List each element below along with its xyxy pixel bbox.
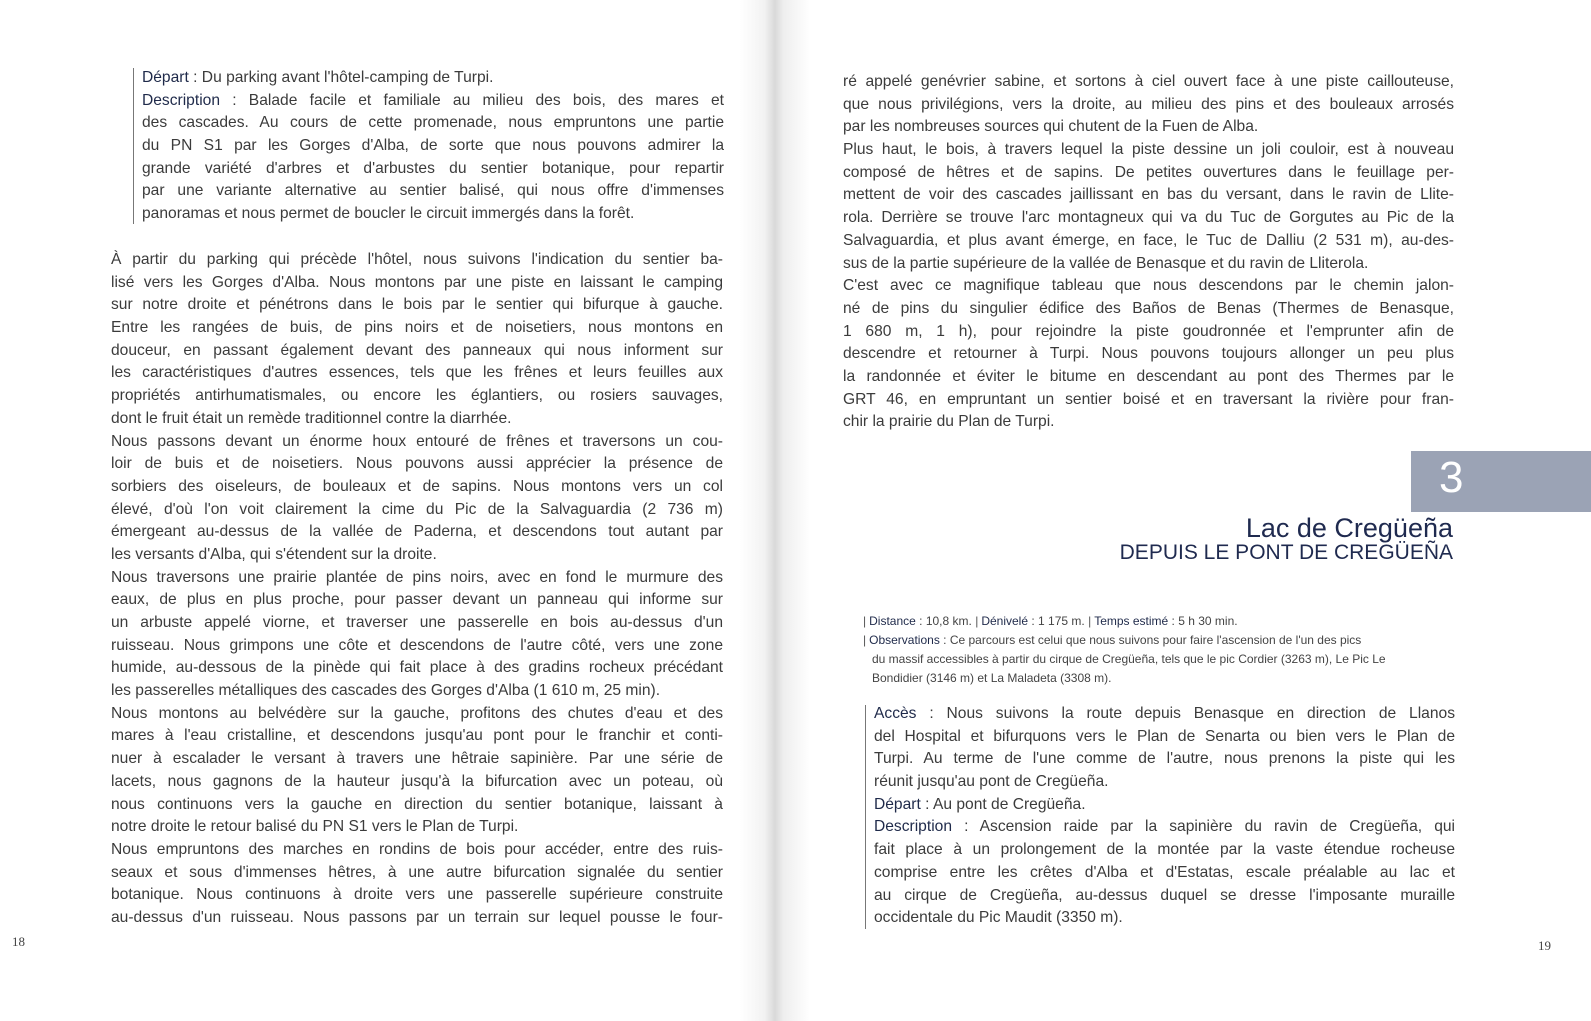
line-text: un arbuste appelé viorne, et traverser une passerelle en bois au-dessus d'un [111, 614, 723, 631]
line-text: Nous empruntons des marches en rondins de bois pour accéder, entre des ruis- [111, 840, 723, 858]
line-text: sus de la partie supérieure de la vallée de Benasque et du ravin de Lliterola. [843, 254, 1369, 272]
route-number: 3 [1439, 453, 1464, 502]
line-text: mettent de voir des cascades jaillissant en bas du versant, dans le ravin de Llite- [843, 186, 1454, 204]
text-line [111, 680, 723, 703]
left-intro-box [142, 67, 724, 226]
line-text: Plus haut, le bois, à travers lequel la piste dessine un joli couloir, est à nouveau [843, 141, 1454, 159]
route-info [863, 612, 1463, 688]
line-text: : Au pont de Cregüeña. [920, 795, 1086, 813]
text-line [874, 862, 1455, 885]
line-text: mares à l'eau cristalline, et descendons jusqu'au pont pour le franchir et conti- [111, 727, 723, 745]
line-text: chir la prairie du Plan de Turpi. [843, 413, 1055, 431]
text-line [142, 90, 724, 113]
text-line [111, 657, 723, 680]
line-text: occidentale du Pic Maudit (3350 m). [874, 909, 1123, 927]
text-line [111, 771, 723, 794]
line-text: seaux et sous d'immenses hêtres, à une autre bifurcation signalée du sentier [111, 863, 723, 881]
text-line [111, 431, 723, 454]
elevation-label: Dénivelé [981, 614, 1029, 628]
text-line [111, 385, 723, 408]
line-text: Nous montons au belvédère sur la gauche, profitons des chutes d'eau et des [111, 704, 723, 722]
line-text: douceur, en passant également devant des panneaux qui nous informent sur [111, 341, 723, 359]
text-line [111, 521, 723, 544]
text-line [843, 411, 1454, 434]
text-line [111, 340, 723, 363]
intro-box-rule [133, 68, 134, 224]
text-line [874, 839, 1455, 862]
line-text: élevé, d'où l'on voit clairement la cime du Pic de la Salvaguardia (2 736 m) [111, 500, 723, 518]
text-line [874, 794, 1455, 817]
line-text: les passerelles métalliques des cascades des Gorges d'Alba (1 610 m, 25 min). [111, 682, 661, 700]
line-text: dont le fruit était un remède traditionnel contre la diarrhée. [111, 409, 512, 427]
text-line [111, 589, 723, 612]
text-line [111, 748, 723, 771]
line-text: que nous privilégions, vers la droite, au milieu des pins et des bouleaux arrosés [843, 95, 1454, 113]
text-line [874, 748, 1455, 771]
text-line [843, 207, 1454, 230]
text-line [111, 907, 723, 930]
text-line [111, 612, 723, 635]
text-line [843, 389, 1454, 412]
text-line [111, 453, 723, 476]
text-line [111, 408, 723, 431]
line-text: lisé vers les Gorges d'Alba. Nous montons par une piste en laissant le camping [111, 273, 723, 291]
observations-label: Observations [869, 633, 940, 647]
line-text: au cirque de Cregüeña, au-dessus duquel se dresse l'imposante muraille [874, 886, 1455, 904]
text-line [874, 771, 1455, 794]
text-line [111, 362, 723, 385]
elevation-value: : 1 175 m. [1028, 614, 1085, 628]
line-text: grande variété d'arbres et d'arbustes du sentier botanique, pour repartir [142, 159, 724, 177]
route-subtitle: DEPUIS LE PONT DE CREGÜEÑA [1119, 541, 1453, 564]
text-line [111, 794, 723, 817]
line-text: nuer à escalader le versant à travers une hêtraie sapinière. Par une série de [111, 750, 723, 768]
line-text: botanique. Nous continuons à droite vers une passerelle supérieure construite [111, 886, 723, 904]
line-text: propriétés antirhumatismales, ou encore les églantiers, ou rosiers sauvages, [111, 387, 723, 405]
line-text: Turpi. Au terme de l'une comme de l'autre, nous prenons la piste qui les [874, 750, 1455, 768]
text-line [111, 499, 723, 522]
line-text: humide, au-dessous de la pinède qui fait place à des gradins rocheux précédant [111, 659, 723, 677]
text-line [843, 116, 1454, 139]
line-text: les versants d'Alba, qui s'étendent sur la droite. [111, 545, 437, 563]
line-text: Nous passons devant un énorme houx entouré de frênes et traversons un cou- [111, 432, 723, 450]
line-text: : Nous suivons la route depuis Benasque en direction de Llanos [916, 705, 1455, 722]
text-line [843, 94, 1454, 117]
line-text: des cascades. Au cours de cette promenade, nous empruntons une partie [142, 114, 724, 132]
line-text: : Du parking avant l'hôtel-camping de Turpi. [188, 69, 494, 86]
field-label: Départ [142, 69, 189, 86]
text-line [142, 112, 724, 135]
line-text: del Hospital et bifurquons vers le Plan de Senarta ou bien vers le Plan de [874, 727, 1455, 745]
text-line [111, 544, 723, 567]
page-number-left: 18 [12, 934, 25, 949]
distance-value: : 10,8 km. [915, 614, 972, 628]
text-line [111, 635, 723, 658]
line-text: descendre et retourner à Turpi. Nous pouvons toujours allonger un peu plus [843, 345, 1454, 363]
text-line [111, 725, 723, 748]
line-text: du PN S1 par les Gorges d'Alba, de sorte que nous pouvons admirer la [142, 137, 724, 155]
text-line [142, 203, 724, 226]
observations: | Observations : Ce parcours est celui que nous suivons pour faire l'ascension de l'un des pics [863, 633, 1362, 647]
text-line [111, 272, 723, 295]
text-line [843, 184, 1454, 207]
left-body-text [111, 249, 723, 930]
text-line [142, 135, 724, 158]
observations-line: : Ce parcours est celui que nous suivons pour faire l'ascension de l'un des pics [939, 633, 1362, 647]
route-number-badge [1411, 451, 1591, 512]
text-line [874, 885, 1455, 908]
route-details-box [874, 703, 1455, 930]
text-line [142, 67, 724, 90]
line-text: notre droite le retour balisé du PN S1 vers le Plan de Turpi. [111, 818, 519, 836]
text-line [843, 139, 1454, 162]
field-label: Description [142, 91, 220, 109]
line-text: par une variante alternative au sentier balisé, qui nous offre d'immenses [142, 182, 724, 200]
text-line [142, 158, 724, 181]
text-line [843, 298, 1454, 321]
line-text: À partir du parking qui précède l'hôtel, nous suivons l'indication du sentier ba- [111, 251, 723, 268]
text-line [111, 294, 723, 317]
line-text: 1 680 m, 1 h), pour rejoindre la piste goudronnée et l'emprunter afin de [843, 322, 1454, 340]
observations-line: Bondidier (3146 m) et La Maladeta (3308 m). [872, 671, 1112, 685]
text-line [843, 230, 1454, 253]
text-line [843, 162, 1454, 185]
time-label: Temps estimé [1094, 614, 1169, 628]
text-line [843, 321, 1454, 344]
line-text: Entre les rangées de buis, de pins noirs et de noisetiers, nous montons en [111, 319, 723, 337]
text-line [843, 253, 1454, 276]
route-stats: | Distance : 10,8 km. | Dénivelé : 1 175 m. | Temps estimé : 5 h 30 min. [863, 614, 1238, 628]
line-text: composé de hêtres et de sapins. De petites ouvertures dans le feuillage per- [843, 163, 1454, 181]
line-text: les caractéristiques d'autres essences, tels que les frênes et leurs feuilles aux [111, 364, 723, 382]
observations-line: du massif accessibles à partir du cirque de Cregüeña, tels que le pic Cordier (3263 m), Le Pic Le [872, 652, 1386, 666]
text-line [843, 275, 1454, 298]
right-body-text [843, 71, 1454, 434]
route-box-rule [865, 705, 866, 929]
text-line [843, 343, 1454, 366]
line-text: émergeant au-dessus de la vallée de Paderna, et descendons tout autant par [111, 523, 723, 541]
line-text: nous continuons vers la gauche en direction du sentier botanique, laissant à [111, 795, 723, 813]
distance-label: Distance [869, 614, 916, 628]
line-text: Salvaguardia, et plus avant émerge, en face, le Tuc de Dalliu (2 531 m), au-des- [843, 231, 1454, 249]
line-text: loir de buis et de noisetiers. Nous pouvons aussi apprécier la présence de [111, 455, 723, 473]
text-line [111, 839, 723, 862]
line-text: au-dessus d'un ruisseau. Nous passons par un terrain sur lequel pousse le four- [111, 908, 723, 926]
line-text: panoramas et nous permet de boucler le circuit immergés dans la forêt. [142, 205, 635, 223]
line-text: ruisseau. Nous grimpons une côte et descendons de l'autre côté, vers une zone [111, 636, 723, 654]
line-text: par les nombreuses sources qui chutent de la Fuen de Alba. [843, 118, 1259, 136]
time-value: : 5 h 30 min. [1168, 614, 1238, 628]
line-text: fait place à un prolongement de la montée par la vaste étendue rocheuse [874, 841, 1455, 859]
line-text: comprise entre les crêtes d'Alba et d'Estatas, escale préalable au lac et [874, 863, 1455, 881]
text-line [111, 476, 723, 499]
page-number-right: 19 [1538, 938, 1551, 953]
line-text: réunit jusqu'au pont de Cregüeña. [874, 773, 1109, 791]
text-line [111, 862, 723, 885]
line-text: C'est avec ce magnifique tableau que nous descendons par le chemin jalon- [843, 277, 1454, 295]
field-label: Départ [874, 795, 921, 813]
line-text: eaux, de plus en plus proche, pour passer devant un panneau qui informe sur [111, 591, 723, 609]
book-gutter [740, 0, 810, 1021]
line-text: ré appelé genévrier sabine, et sortons à ciel ouvert face à une piste caillouteuse, [843, 73, 1454, 90]
line-text: : Balade facile et familiale au milieu des bois, des mares et [220, 91, 724, 109]
text-line [874, 907, 1455, 930]
line-text: Nous traversons une prairie plantée de pins noirs, avec en fond le murmure des [111, 568, 723, 586]
line-text: sorbiers des oiseleurs, de bouleaux et de sapins. Nous montons vers un col [111, 477, 723, 495]
line-text: la randonnée et éviter le bitume en descendant au pont des Thermes par le [843, 367, 1454, 385]
line-text: lacets, nous gagnons de la hauteur jusqu'à la bifurcation avec un poteau, où [111, 772, 723, 790]
text-line [843, 366, 1454, 389]
text-line [142, 180, 724, 203]
line-text: sur notre droite et pénétrons dans le bois par le sentier qui bifurque à gauche. [111, 296, 723, 314]
text-line [874, 703, 1455, 726]
line-text: GRT 46, en empruntant un sentier boisé et en traversant la rivière pour fran- [843, 390, 1454, 408]
text-line [874, 726, 1455, 749]
text-line [843, 71, 1454, 94]
route-title: Lac de Cregüeña [1245, 513, 1453, 543]
text-line [874, 816, 1455, 839]
text-line [111, 249, 723, 272]
text-line [111, 567, 723, 590]
text-line [111, 884, 723, 907]
line-text: : Ascension raide par la sapinière du ravin de Cregüeña, qui [952, 818, 1455, 836]
line-text: rola. Derrière se trouve l'arc montagneux qui va du Tuc de Gorgutes au Pic de la [843, 209, 1454, 227]
field-label: Description [874, 818, 952, 836]
field-label: Accès [874, 705, 917, 722]
text-line [111, 703, 723, 726]
line-text: né de pins du singulier édifice des Baños de Benas (Thermes de Benasque, [843, 299, 1454, 317]
text-line [111, 317, 723, 340]
text-line [111, 816, 723, 839]
